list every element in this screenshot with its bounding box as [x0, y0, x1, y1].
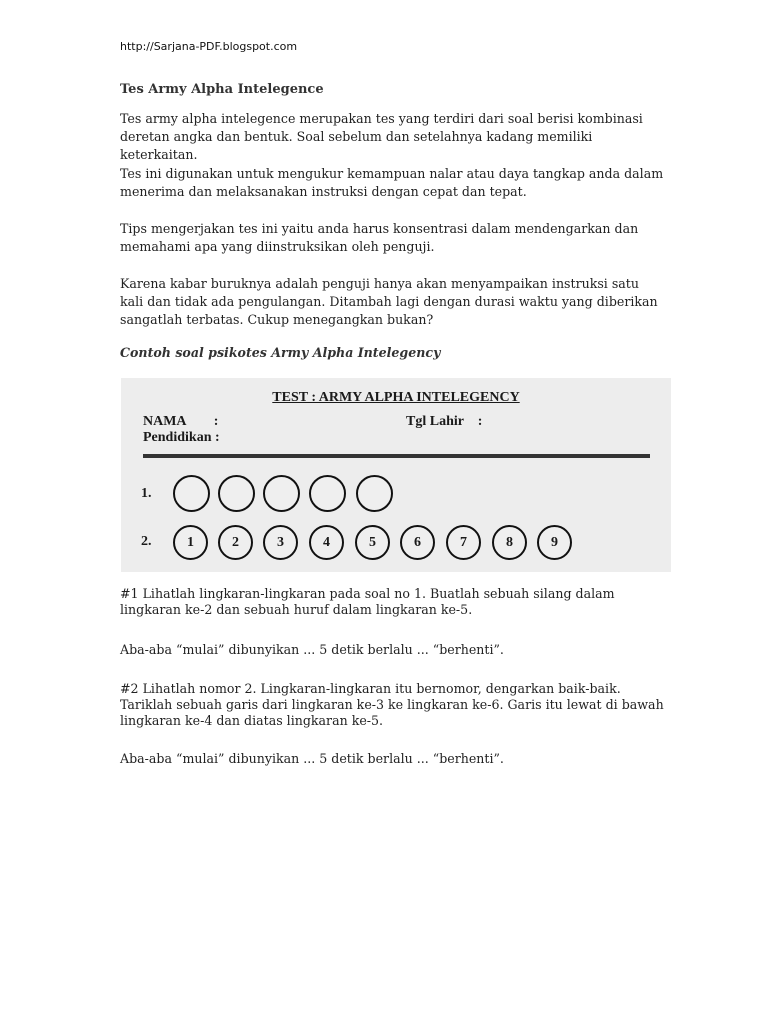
- row-2-circle: 4: [309, 525, 344, 560]
- row-2-circle: 7: [446, 525, 481, 560]
- row-2-label: 2.: [141, 534, 152, 549]
- row-2-circle: 6: [400, 525, 435, 560]
- instruction-1: #1 Lihatlah lingkaran-lingkaran pada soal no 1. Buatlah sebuah silang dalam lingkaran ke-2 dan sebuah huruf dalam lingkaran ke-5.: [120, 586, 615, 617]
- row-1-circle: [218, 475, 255, 512]
- row-2-circle: 9: [537, 525, 572, 560]
- row-1-label: 1.: [141, 486, 152, 501]
- form-divider: [143, 454, 650, 458]
- instruction-1-signal: Aba-aba “mulai” dibunyikan ... 5 detik berlalu ... “berhenti”.: [120, 642, 504, 657]
- pendidikan-label: Pendidikan :: [143, 430, 220, 445]
- nama-label: NAMA :: [143, 414, 219, 429]
- source-url[interactable]: http://Sarjana-PDF.blogspot.com: [120, 40, 298, 53]
- row-1-circle: [173, 475, 210, 512]
- row-1-circle: [356, 475, 393, 512]
- paragraph-intro: Tes army alpha intelegence merupakan tes yang terdiri dari soal berisi kombinasi deretan angka dan bentuk. Soal sebelum dan setelahnya kadang memiliki keterkaitan.: [120, 111, 643, 162]
- example-heading: Contoh soal psikotes Army Alpha Intelegency: [120, 345, 441, 360]
- paragraph-warning: Karena kabar buruknya adalah penguji hanya akan menyampaikan instruksi satu kali dan tidak ada pengulangan. Ditambah lagi dengan durasi waktu yang diberikan sangatlah terbatas. Cukup menegangkan bukan?: [120, 276, 658, 327]
- row-2-circle: 3: [263, 525, 298, 560]
- instruction-2: #2 Lihatlah nomor 2. Lingkaran-lingkaran itu bernomor, dengarkan baik-baik. Tariklah sebuah garis dari lingkaran ke-3 ke lingkaran ke-6. Garis itu lewat di bawah lingkaran ke-4 dan diatas lingkaran ke-5.: [120, 681, 664, 728]
- row-1-circle: [263, 475, 300, 512]
- row-1-circle: [309, 475, 346, 512]
- row-2-circle: 8: [492, 525, 527, 560]
- paragraph-purpose: Tes ini digunakan untuk mengukur kemampuan nalar atau daya tangkap anda dalam menerima dan melaksanakan instruksi dengan cepat dan tepat.: [120, 166, 664, 199]
- row-2-circle: 2: [218, 525, 253, 560]
- test-form-image: [121, 378, 671, 572]
- paragraph-tips: Tips mengerjakan tes ini yaitu anda harus konsentrasi dalam mendengarkan dan memahami apa yang diinstruksikan oleh penguji.: [120, 221, 639, 254]
- test-form-heading: TEST : ARMY ALPHA INTELEGENCY: [272, 390, 520, 405]
- row-2-circle: 1: [173, 525, 208, 560]
- instruction-2-signal: Aba-aba “mulai” dibunyikan ... 5 detik berlalu ... “berhenti”.: [120, 751, 504, 766]
- article-title: Tes Army Alpha Intelegence: [120, 82, 324, 97]
- row-2-circle: 5: [355, 525, 390, 560]
- tgl-lahir-label: Tgl Lahir :: [406, 414, 483, 429]
